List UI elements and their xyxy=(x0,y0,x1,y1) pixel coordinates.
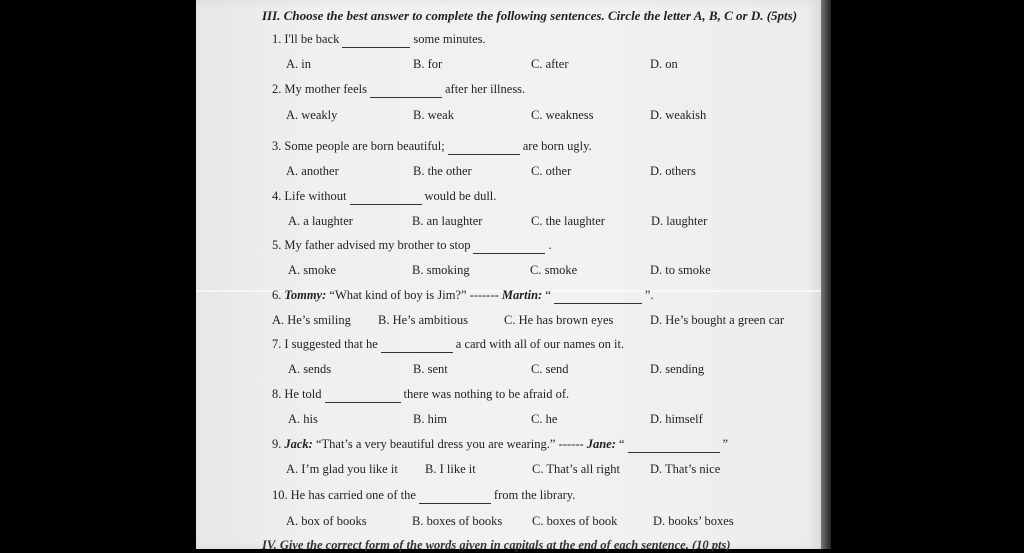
question-6: 6. Tommy: “What kind of boy is Jim?” ------- Martin: “ ”. xyxy=(272,288,654,302)
option-b: B. him xyxy=(413,412,448,426)
option-c: C. after xyxy=(531,57,569,71)
question-9: 9. Jack: “That’s a very beautiful dress you are wearing.” ------ Jane: “ ” xyxy=(272,437,729,451)
answer-blank xyxy=(325,387,401,403)
option-a: A. sends xyxy=(288,362,332,376)
question-5: 5. My father advised my brother to stop . xyxy=(272,238,552,252)
answer-blank xyxy=(419,488,491,504)
option-d: D. to smoke xyxy=(650,263,711,277)
answer-blank xyxy=(628,437,720,453)
option-c: C. weakness xyxy=(531,108,594,122)
option-c: C. the laughter xyxy=(531,214,605,228)
answer-blank xyxy=(381,337,453,353)
option-d: D. himself xyxy=(650,412,703,426)
option-d: D. on xyxy=(650,57,678,71)
answer-blank xyxy=(342,32,410,48)
question-4: 4. Life without would be dull. xyxy=(272,189,497,203)
option-a: A. another xyxy=(286,164,339,178)
option-b: B. I like it xyxy=(425,462,476,476)
answer-blank xyxy=(448,139,520,155)
option-c: C. he xyxy=(531,412,558,426)
question-7: 7. I suggested that he a card with all of our names on it. xyxy=(272,337,625,351)
answer-blank xyxy=(350,189,422,205)
option-b: B. He’s ambitious xyxy=(378,313,468,327)
option-c: C. boxes of book xyxy=(532,514,618,528)
option-c: C. other xyxy=(531,164,572,178)
option-a: A. box of books xyxy=(286,514,367,528)
answer-blank xyxy=(370,82,442,98)
option-b: B. the other xyxy=(413,164,472,178)
option-d: D. books’ boxes xyxy=(653,514,734,528)
option-a: A. his xyxy=(288,412,318,426)
answer-blank xyxy=(554,288,642,304)
option-a: A. a laughter xyxy=(288,214,353,228)
answer-blank xyxy=(473,238,545,254)
question-1: 1. I'll be back some minutes. xyxy=(272,32,486,46)
option-c: C. He has brown eyes xyxy=(504,313,614,327)
option-d: D. sending xyxy=(650,362,705,376)
option-a: A. weakly xyxy=(286,108,338,122)
page-edge xyxy=(821,0,831,549)
next-section-heading: IV. Give the correct form of the words given in capitals at the end of each sentence. (10 pts) xyxy=(262,538,731,552)
option-b: B. sent xyxy=(413,362,448,376)
question-8: 8. He told there was nothing to be afraid of. xyxy=(272,387,570,401)
option-b: B. smoking xyxy=(412,263,470,277)
option-b: B. weak xyxy=(413,108,454,122)
option-a: A. I’m glad you like it xyxy=(286,462,398,476)
question-10: 10. He has carried one of the from the library. xyxy=(272,488,576,502)
option-a: A. smoke xyxy=(288,263,336,277)
option-b: B. for xyxy=(413,57,443,71)
section-heading: III. Choose the best answer to complete the following sentences. Circle the letter A, B, C or D. (5pts) xyxy=(262,8,798,23)
question-3: 3. Some people are born beautiful; are born ugly. xyxy=(272,139,592,153)
option-d: D. He’s bought a green car xyxy=(650,313,784,327)
option-c: C. That’s all right xyxy=(532,462,620,476)
question-2: 2. My mother feels after her illness. xyxy=(272,82,526,96)
option-a: A. in xyxy=(286,57,311,71)
option-c: C. smoke xyxy=(530,263,578,277)
option-b: B. boxes of books xyxy=(412,514,503,528)
option-d: D. others xyxy=(650,164,696,178)
option-b: B. an laughter xyxy=(412,214,483,228)
option-a: A. He’s smiling xyxy=(272,313,351,327)
option-d: D. That’s nice xyxy=(650,462,721,476)
option-d: D. laughter xyxy=(651,214,708,228)
option-d: D. weakish xyxy=(650,108,707,122)
option-c: C. send xyxy=(531,362,569,376)
